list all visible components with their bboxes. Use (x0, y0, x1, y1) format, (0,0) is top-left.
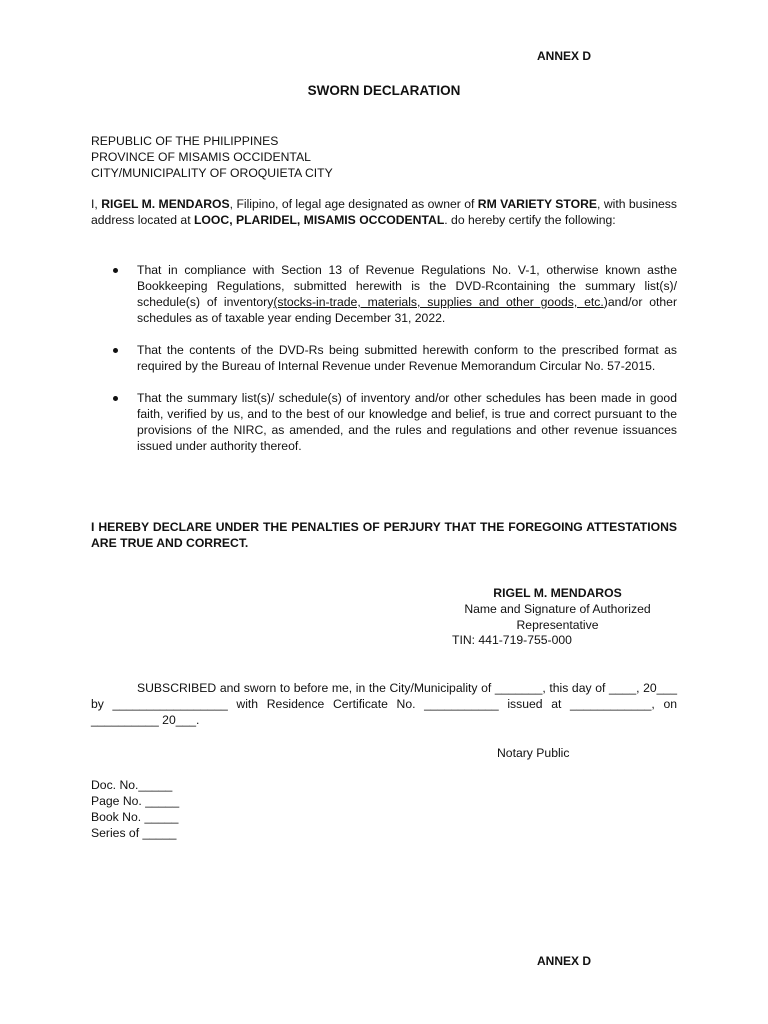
signatory-name: RIGEL M. MENDAROS (493, 586, 622, 600)
header-province: PROVINCE OF MISAMIS OCCIDENTAL (91, 150, 311, 164)
book-no: Book No. _____ (91, 810, 179, 824)
intro-text-1: I, (91, 197, 102, 211)
list-item (112, 262, 677, 326)
document-title: SWORN DECLARATION (307, 83, 461, 98)
series-of: Series of _____ (91, 826, 177, 840)
store-name: RM VARIETY STORE (477, 197, 598, 211)
notary-public-label: Notary Public (497, 746, 570, 760)
intro-text-4: . do hereby certify the following: (444, 213, 616, 227)
bullet-1-text-a: That in compliance with Section 13 of Revenue Regulations No. V-1, otherwise known asthe Bookkeeping Regulations, submitted herewith is the DVD-Rcontaining the summary list(s)/ schedule(s) of inventory (137, 263, 677, 309)
bullet-1-text-b: )and/or other schedules as of taxable year ending December 31, 2022. (137, 295, 678, 325)
annex-label-bottom: ANNEX D (537, 954, 592, 968)
signature-block (440, 585, 675, 633)
page-no: Page No. _____ (91, 794, 180, 808)
bullet-1-underlined: (stocks-in-trade, materials, supplies and other goods, etc. (273, 295, 604, 309)
subscribed-paragraph: SUBSCRIBED and sworn to before me, in the City/Municipality of _______, this day of ____, 20___ by _________________ with Residence Certificate No. ___________ issued at ____________, on __________ 20___. (91, 681, 677, 727)
bullet-3-text: That the summary list(s)/ schedule(s) of inventory and/or other schedules has been made in good faith, verified by us, and to the best of our knowledge and belief, is true and correct pursuant to the provisions of the NIRC, as amended, and the rules and regulations and other revenue issuances issued under authority thereof. (137, 391, 677, 453)
header-republic: REPUBLIC OF THE PHILIPPINES (91, 134, 279, 148)
certification-list (112, 262, 677, 470)
intro-text-3: , with business address located at (91, 197, 677, 227)
signature-caption-1: Name and Signature of Authorized (464, 602, 651, 616)
list-item (112, 342, 677, 374)
intro-text-2: , Filipino, of legal age designated as owner of (229, 197, 478, 211)
intro-paragraph (91, 196, 677, 228)
list-item (112, 390, 677, 454)
business-address: LOOC, PLARIDEL, MISAMIS OCCODENTAL (193, 213, 445, 227)
notarial-register (91, 777, 179, 841)
declarant-name: RIGEL M. MENDAROS (101, 197, 230, 211)
tin-number: TIN: 441-719-755-000 (452, 633, 572, 647)
doc-no: Doc. No._____ (91, 778, 173, 792)
jurisdiction-header (91, 133, 333, 181)
signature-caption-2: Representative (516, 618, 599, 632)
annex-label-top: ANNEX D (537, 49, 592, 63)
header-city: CITY/MUNICIPALITY OF OROQUIETA CITY (91, 166, 333, 180)
bullet-2-text: That the contents of the DVD-Rs being submitted herewith conform to the prescribed format as required by the Bureau of Internal Revenue under Revenue Memorandum Circular No. 57-2015. (137, 343, 677, 373)
perjury-declaration: I HEREBY DECLARE UNDER THE PENALTIES OF PERJURY THAT THE FOREGOING ATTESTATIONS ARE TRUE AND CORRECT. (91, 520, 677, 550)
